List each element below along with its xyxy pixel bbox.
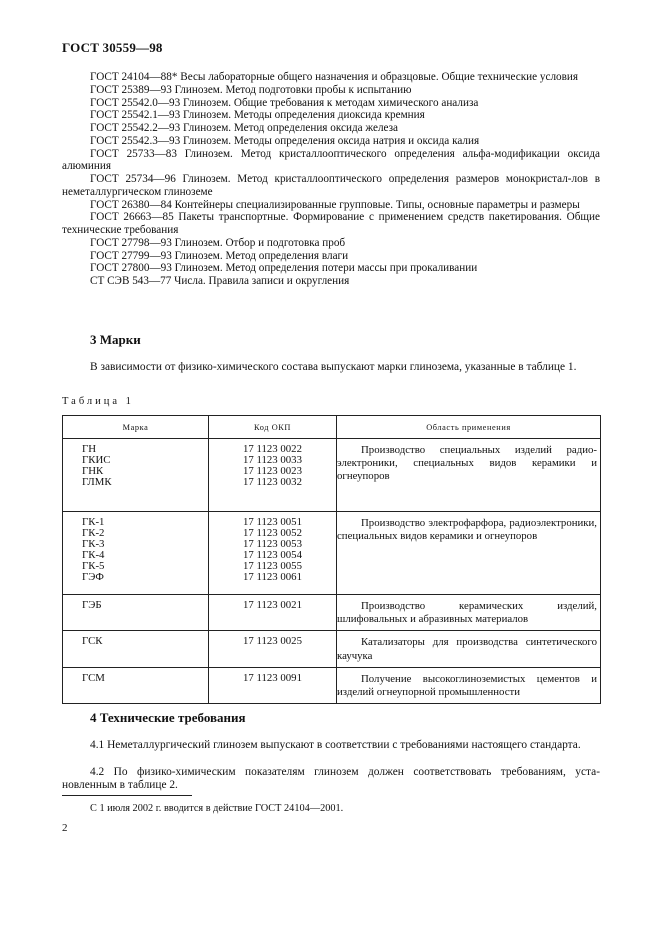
code-value: 17 1123 0061 <box>243 571 302 584</box>
area-cell <box>337 631 601 667</box>
area-value: Производство специальных изделий радио-электроники, специальных видов керамики и огнеупоров <box>337 444 597 483</box>
header-mark: Марка <box>63 416 209 439</box>
table-row <box>63 595 601 631</box>
section-3-title: 3 Марки <box>90 332 141 347</box>
reference-item: ГОСТ 25542.3—93 Глинозем. Методы определения оксида натрия и оксида калия <box>90 134 480 147</box>
area-cell <box>337 439 601 512</box>
section-4-paragraph-1: 4.1 Неметаллургический глинозем выпускают в соответствии с требованиями настоящего стандарта. <box>90 739 581 751</box>
footnote: С 1 июля 2002 г. вводится в действие ГОСТ 24104—2001. <box>90 803 344 814</box>
mark-value: ГК-3 <box>82 538 105 551</box>
mark-cell <box>63 667 209 703</box>
marks-table <box>62 415 601 704</box>
code-value: 17 1123 0051 <box>243 516 302 528</box>
document-header: ГОСТ 30559—98 <box>62 40 163 55</box>
mark-value: ГЭФ <box>82 571 104 584</box>
area-value: Катализаторы для производства синтетического каучука <box>337 636 597 662</box>
reference-item: ГОСТ 25734—96 Глинозем. Метод кристаллооптического определения размеров монокристал-лов в неметаллургическом глиноземе <box>62 173 600 198</box>
code-value: 17 1123 0055 <box>243 560 302 573</box>
code-cell <box>209 667 337 703</box>
reference-item: ГОСТ 25733—83 Глинозем. Метод кристаллооптического определения альфа-модификации оксида алюминия <box>62 147 600 173</box>
mark-cell <box>63 631 209 667</box>
code-value: 17 1123 0052 <box>243 527 302 540</box>
reference-item: ГОСТ 25542.0—93 Глинозем. Общие требования к методам химического анализа <box>90 96 479 109</box>
mark-value: ГК-1 <box>82 516 105 528</box>
code-value: 17 1123 0033 <box>243 454 302 467</box>
code-cell <box>209 512 337 595</box>
mark-value: ГК-4 <box>82 549 105 562</box>
mark-value: ГСМ <box>82 671 105 684</box>
mark-value: ГКИС <box>82 454 111 467</box>
reference-item: СТ СЭВ 543—77 Числа. Правила записи и округления <box>90 275 350 287</box>
mark-value: ГК-5 <box>82 560 105 573</box>
section-4-title: 4 Технические требования <box>90 710 246 725</box>
code-value: 17 1123 0032 <box>243 476 302 489</box>
header-area: Область применения <box>337 416 601 439</box>
mark-cell <box>63 439 209 512</box>
reference-item: ГОСТ 27800—93 Глинозем. Метод определения потери массы при прокаливании <box>90 262 478 275</box>
mark-value: ГНК <box>82 465 104 478</box>
mark-value: ГН <box>82 443 97 455</box>
mark-value: ГСК <box>82 635 103 648</box>
footnote-divider <box>62 795 192 796</box>
table-row <box>63 631 601 667</box>
reference-item: ГОСТ 27799—93 Глинозем. Метод определения влаги <box>90 249 349 262</box>
area-cell <box>337 667 601 703</box>
reference-item: ГОСТ 25389—93 Глинозем. Метод подготовки пробы к испытанию <box>90 83 412 96</box>
code-cell <box>209 439 337 512</box>
mark-value: ГК-2 <box>82 527 105 540</box>
reference-item: ГОСТ 27798—93 Глинозем. Отбор и подготовка проб <box>90 236 346 249</box>
table-caption: Таблица 1 <box>62 396 134 407</box>
mark-cell <box>63 512 209 595</box>
area-cell <box>337 595 601 631</box>
code-cell <box>209 595 337 631</box>
area-value: Производство керамических изделий, шлифовальных и абразивных материалов <box>337 600 597 626</box>
area-value: Производство электрофарфора, радиоэлектроники, специальных видов керамики и огнеупоров <box>337 517 597 543</box>
section-3-text: В зависимости от физико-химического состава выпускают марки глинозема, указанные в таблице 1. <box>90 361 577 373</box>
area-cell <box>337 512 601 595</box>
reference-item: ГОСТ 25542.1—93 Глинозем. Методы определения диоксида кремния <box>90 109 425 122</box>
reference-item: ГОСТ 26380—84 Контейнеры специализированные групповые. Типы, основные параметры и размеры <box>90 198 580 211</box>
page-number: 2 <box>62 822 68 834</box>
section-4-paragraph-2: 4.2 По физико-химическим показателям глинозем должен соответствовать требованиям, уста-новленным в таблице 2. <box>62 766 600 792</box>
table-row <box>63 512 601 595</box>
code-value: 17 1123 0021 <box>243 599 302 611</box>
code-cell <box>209 631 337 667</box>
code-value: 17 1123 0054 <box>243 549 302 562</box>
area-value: Получение высокоглиноземистых цементов и изделий огнеупорной промышленности <box>337 672 597 699</box>
normative-references <box>62 71 600 288</box>
code-value: 17 1123 0091 <box>243 671 302 684</box>
reference-item: ГОСТ 26663—85 Пакеты транспортные. Формирование с применением средств пакетирования. Общие технические требования <box>62 211 600 236</box>
code-value: 17 1123 0025 <box>243 635 302 648</box>
reference-item: ГОСТ 24104—88* Весы лабораторные общего назначения и образцовые. Общие технические условия <box>90 71 579 83</box>
table-header-row <box>63 416 601 439</box>
mark-value: ГЛМК <box>82 476 112 489</box>
code-value: 17 1123 0022 <box>243 443 302 455</box>
header-code: Код ОКП <box>209 416 337 439</box>
mark-value: ГЭБ <box>82 599 102 611</box>
table-row <box>63 439 601 512</box>
code-value: 17 1123 0023 <box>243 465 302 478</box>
table-row <box>63 667 601 703</box>
mark-cell <box>63 595 209 631</box>
code-value: 17 1123 0053 <box>243 538 302 551</box>
reference-item: ГОСТ 25542.2—93 Глинозем. Метод определения оксида железа <box>90 122 399 134</box>
